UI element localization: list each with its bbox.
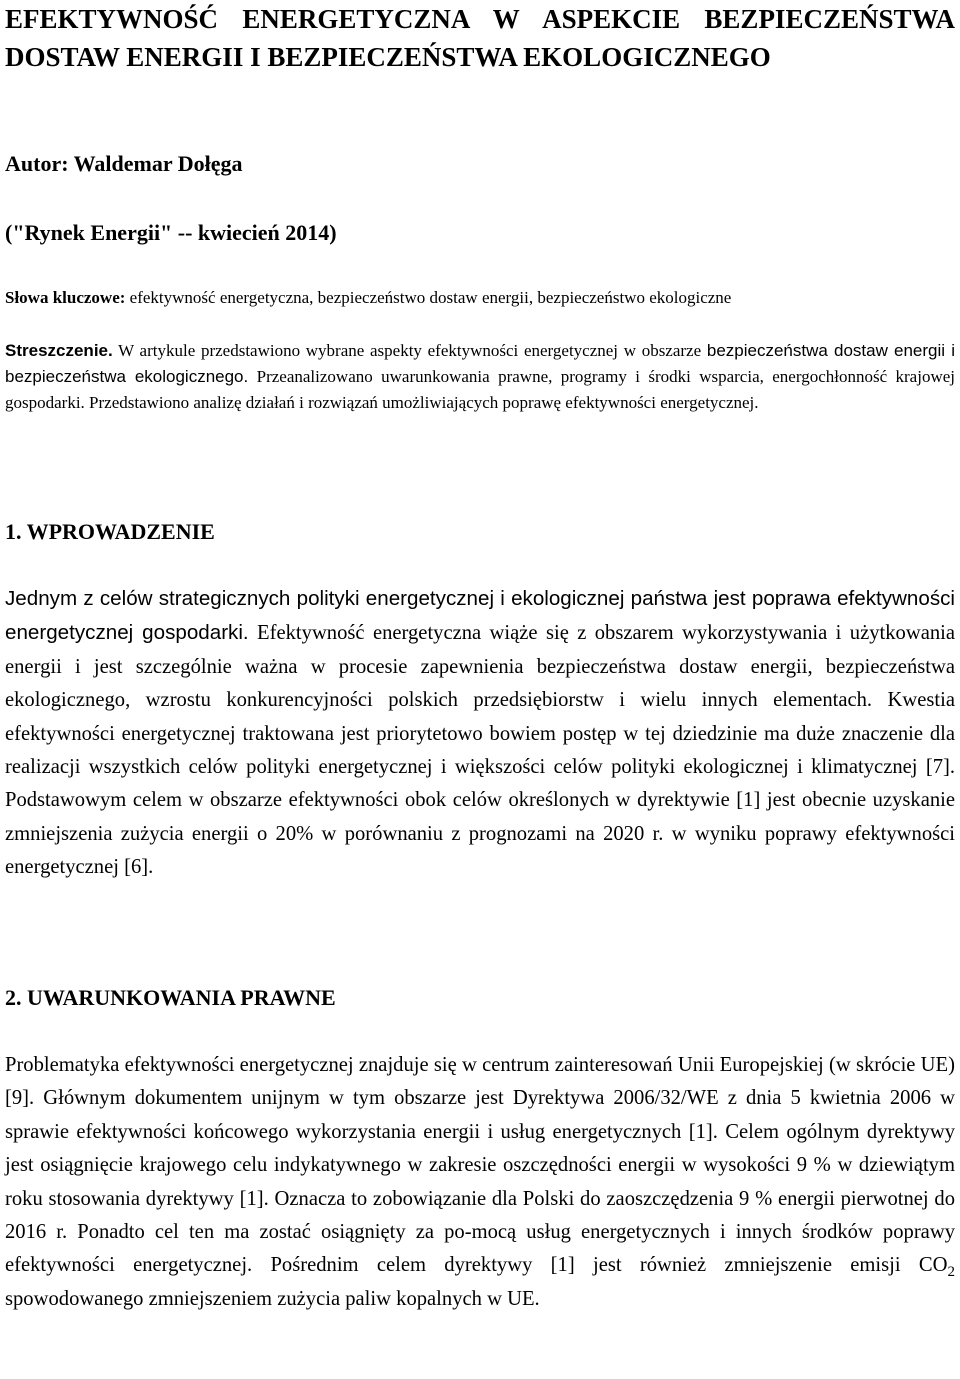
document-title: EFEKTYWNOŚĆ ENERGETYCZNA W ASPEKCIE BEZPIECZEŃSTWA DOSTAW ENERGII I BEZPIECZEŃSTWA EKOLOGICZNEGO [5,4,955,72]
keywords-line [5,285,731,311]
source-line: ("Rynek Energii" -- kwiecień 2014) [5,220,337,245]
section-1-heading: 1. WPROWADZENIE [5,519,215,544]
section-2-text [5,1049,955,1316]
abstract-text-serif: W artykule przedstawiono wybrane aspekty efektywności energetycznej w obszarze [118,341,702,360]
author-line: Autor: Waldemar Dołęga [5,151,243,176]
co2-subscript: 2 [947,1264,956,1281]
keywords-text: efektywność energetyczna, bezpieczeństwo dostaw energii, bezpieczeństwo ekologiczne [129,288,732,307]
section-1-text-serif: Efektywność energetyczna wiąże się z obszarem wykorzystywania i użytkowania energii i jest szczególnie ważna w procesie zapewnienia bezpieczeństwa dostaw energii, bezpieczeństwa ekologicznego, wzrostu konkurencyjności polskich przedsiębiorstw i wielu innych elementach. Kwestia efektywności energetycznej traktowana jest priorytetowo bowiem postęp w tej dziedzinie ma duże znaczenie dla realizacji wszystkich celów polityki energetycznej i większości celów polityki ekologicznej i klimatycznej [7]. Podstawowym celem w obszarze efektywności obok celów określonych w dyrektywie [1] jest obecnie uzyskanie zmniejszenia zużycia energii o 20% w porównaniu z prognozami na 2020 r. w wyniku poprawy efektywności energetycznej [6]. [5,622,955,879]
keywords-label: Słowa kluczowe: [5,288,126,307]
section-2-text-end: spowodowanego zmniejszeniem zużycia paliw kopalnych w UE. [5,1287,540,1310]
co2-main: CO [918,1254,948,1277]
section-1-text [5,582,955,885]
section-2-text-main: Problematyka efektywności energetycznej znajduje się w centrum zainteresowań Unii Europejskiej (w skrócie UE) [9]. Głównym dokumentem unijnym w tym obszarze jest Dyrektywa 2006/32/WE z dnia 5 kwietnia 2006 w sprawie efektywności końcowego wykorzystania energii i usług energetycznych [1]. Celem ogólnym dyrektywy jest osiągnięcie krajowego celu indykatywnego w zakresie oszczędności energii w wysokości 9 % w dziewiątym roku stosowania dyrektywy [1]. Oznacza to zobowiązanie dla Polski do zaoszczędzenia 9 % energii pierwotnej do 2016 r. Ponadto cel ten ma zostać osiągnięty za po-mocą usług energetycznych i innych środków poprawy efektywności energetycznej. Pośrednim celem dyrektywy [1] jest również zmniejszenie emisji [5,1054,955,1277]
section-1-text-sans: Jednym z celów strategicznych polityki energetycznej i ekologicznej państwa jest poprawa efektywności energetycznej gospodarki. [5,587,955,645]
section-2-heading: 2. UWARUNKOWANIA PRAWNE [5,985,336,1010]
abstract-text-sans: bezpieczeństwa dostaw energii i bezpieczeństwa ekologicznego. [5,341,955,386]
abstract-text-rest: Przeanalizowano uwarunkowania prawne, programy i środki wsparcia, energochłonność krajowej gospodarki. Przedstawiono analizę działań i rozwiązań umożliwiających poprawę efektywności energetycznej. [5,367,955,412]
co2-formula [918,1254,956,1281]
abstract [5,338,955,416]
abstract-label: Streszczenie. [5,341,113,360]
